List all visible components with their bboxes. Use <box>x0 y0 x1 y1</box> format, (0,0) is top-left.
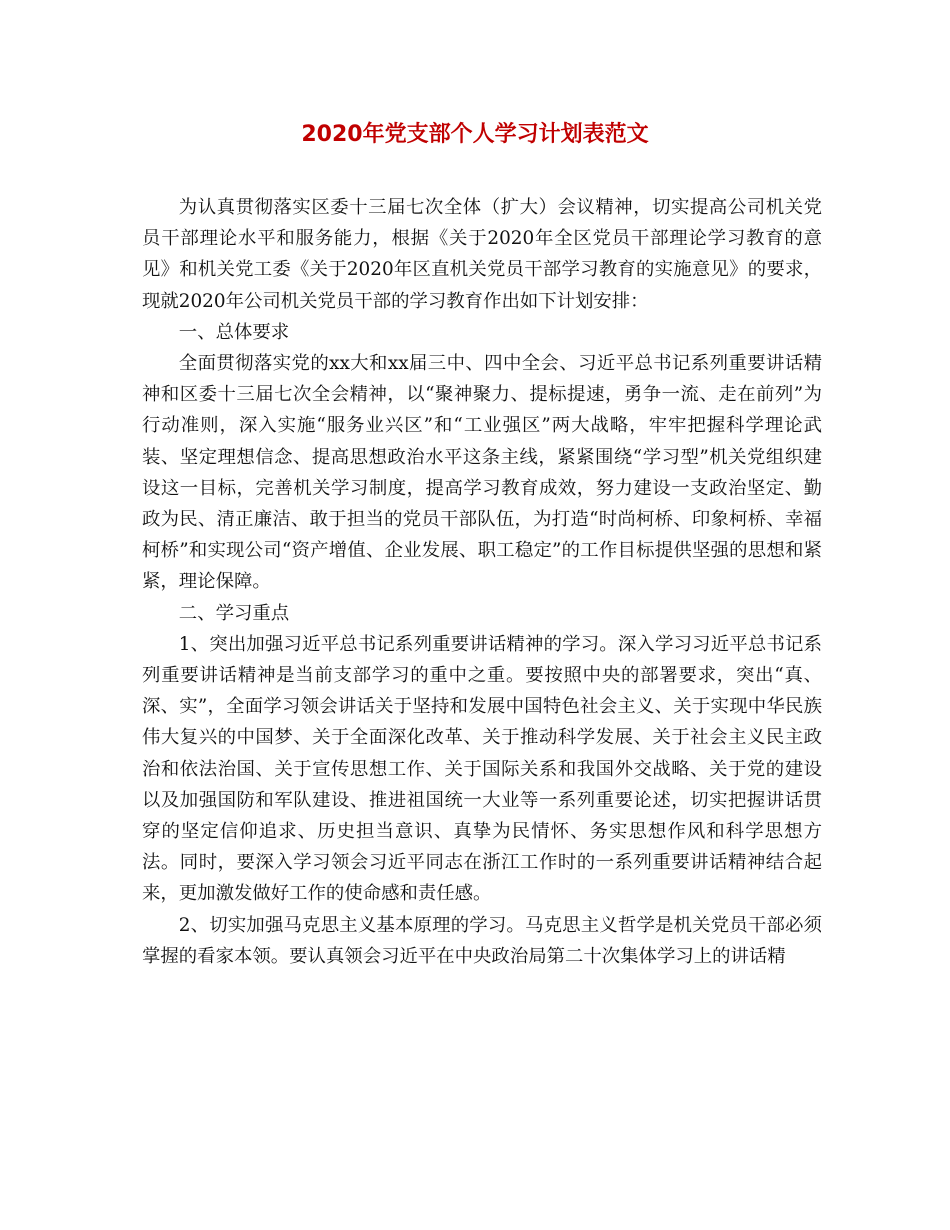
paragraph-focus-2: 2、切实加强马克思主义基本原理的学习。马克思主义哲学是机关党员干部必须掌握的看家本领。要认真领会习近平在中央政治局第二十次集体学习上的讲话精 <box>142 914 822 967</box>
paragraph-focus-1: 1、突出加强习近平总书记系列重要讲话精神的学习。深入学习习近平总书记系列重要讲话精神是当前支部学习的重中之重。要按照中央的部署要求，突出“真、深、实”，全面学习领会讲话关于坚持和发展中国特色社会主义、关于实现中华民族伟大复兴的中国梦、关于全面深化改革、关于推动科学发展、关于社会主义民主政治和依法治国、关于宣传思想工作、关于国际关系和我国外交战略、关于党的建设以及加强国防和军队建设、推进祖国统一大业等一系列重要论述，切实把握讲话贯穿的坚定信仰追求、历史担当意识、真挚为民情怀、务实思想作风和科学思想方法。同时，要深入学习领会习近平同志在浙江工作时的一系列重要讲话精神结合起来，更加激发做好工作的使命感和责任感。 <box>142 633 822 905</box>
paragraph-general-requirements: 全面贯彻落实党的xx大和xx届三中、四中全会、习近平总书记系列重要讲话精神和区委十三届七次全会精神，以“聚神聚力、提标提速，勇争一流、走在前列”为行动准则，深入实施“服务业兴区”和“工业强区”两大战略，牢牢把握科学理论武装、坚定理想信念、提高思想政治水平这条主线，紧紧围绕“学习型”机关党组织建设这一目标，完善机关学习制度，提高学习教育成效，努力建设一支政治坚定、勤政为民、清正廉洁、敢于担当的党员干部队伍，为打造“时尚柯桥、印象柯桥、幸福柯桥”和实现公司“资产增值、企业发展、职工稳定”的工作目标提供坚强的思想和紧紧，理论保障。 <box>142 353 822 593</box>
paragraph-intro: 为认真贯彻落实区委十三届七次全体（扩大）会议精神，切实提高公司机关党员干部理论水平和服务能力，根据《关于2020年全区党员干部理论学习教育的意见》和机关党工委《关于2020年区直机关党员干部学习教育的实施意见》的要求，现就2020年公司机关党员干部的学习教育作出如下计划安排： <box>142 197 822 312</box>
section-heading-study-focus: 二、学习重点 <box>178 602 290 624</box>
document-body <box>142 192 822 972</box>
document-title: 2020年党支部个人学习计划表范文 <box>301 122 649 147</box>
section-heading-general-requirements: 一、总体要求 <box>178 321 290 343</box>
